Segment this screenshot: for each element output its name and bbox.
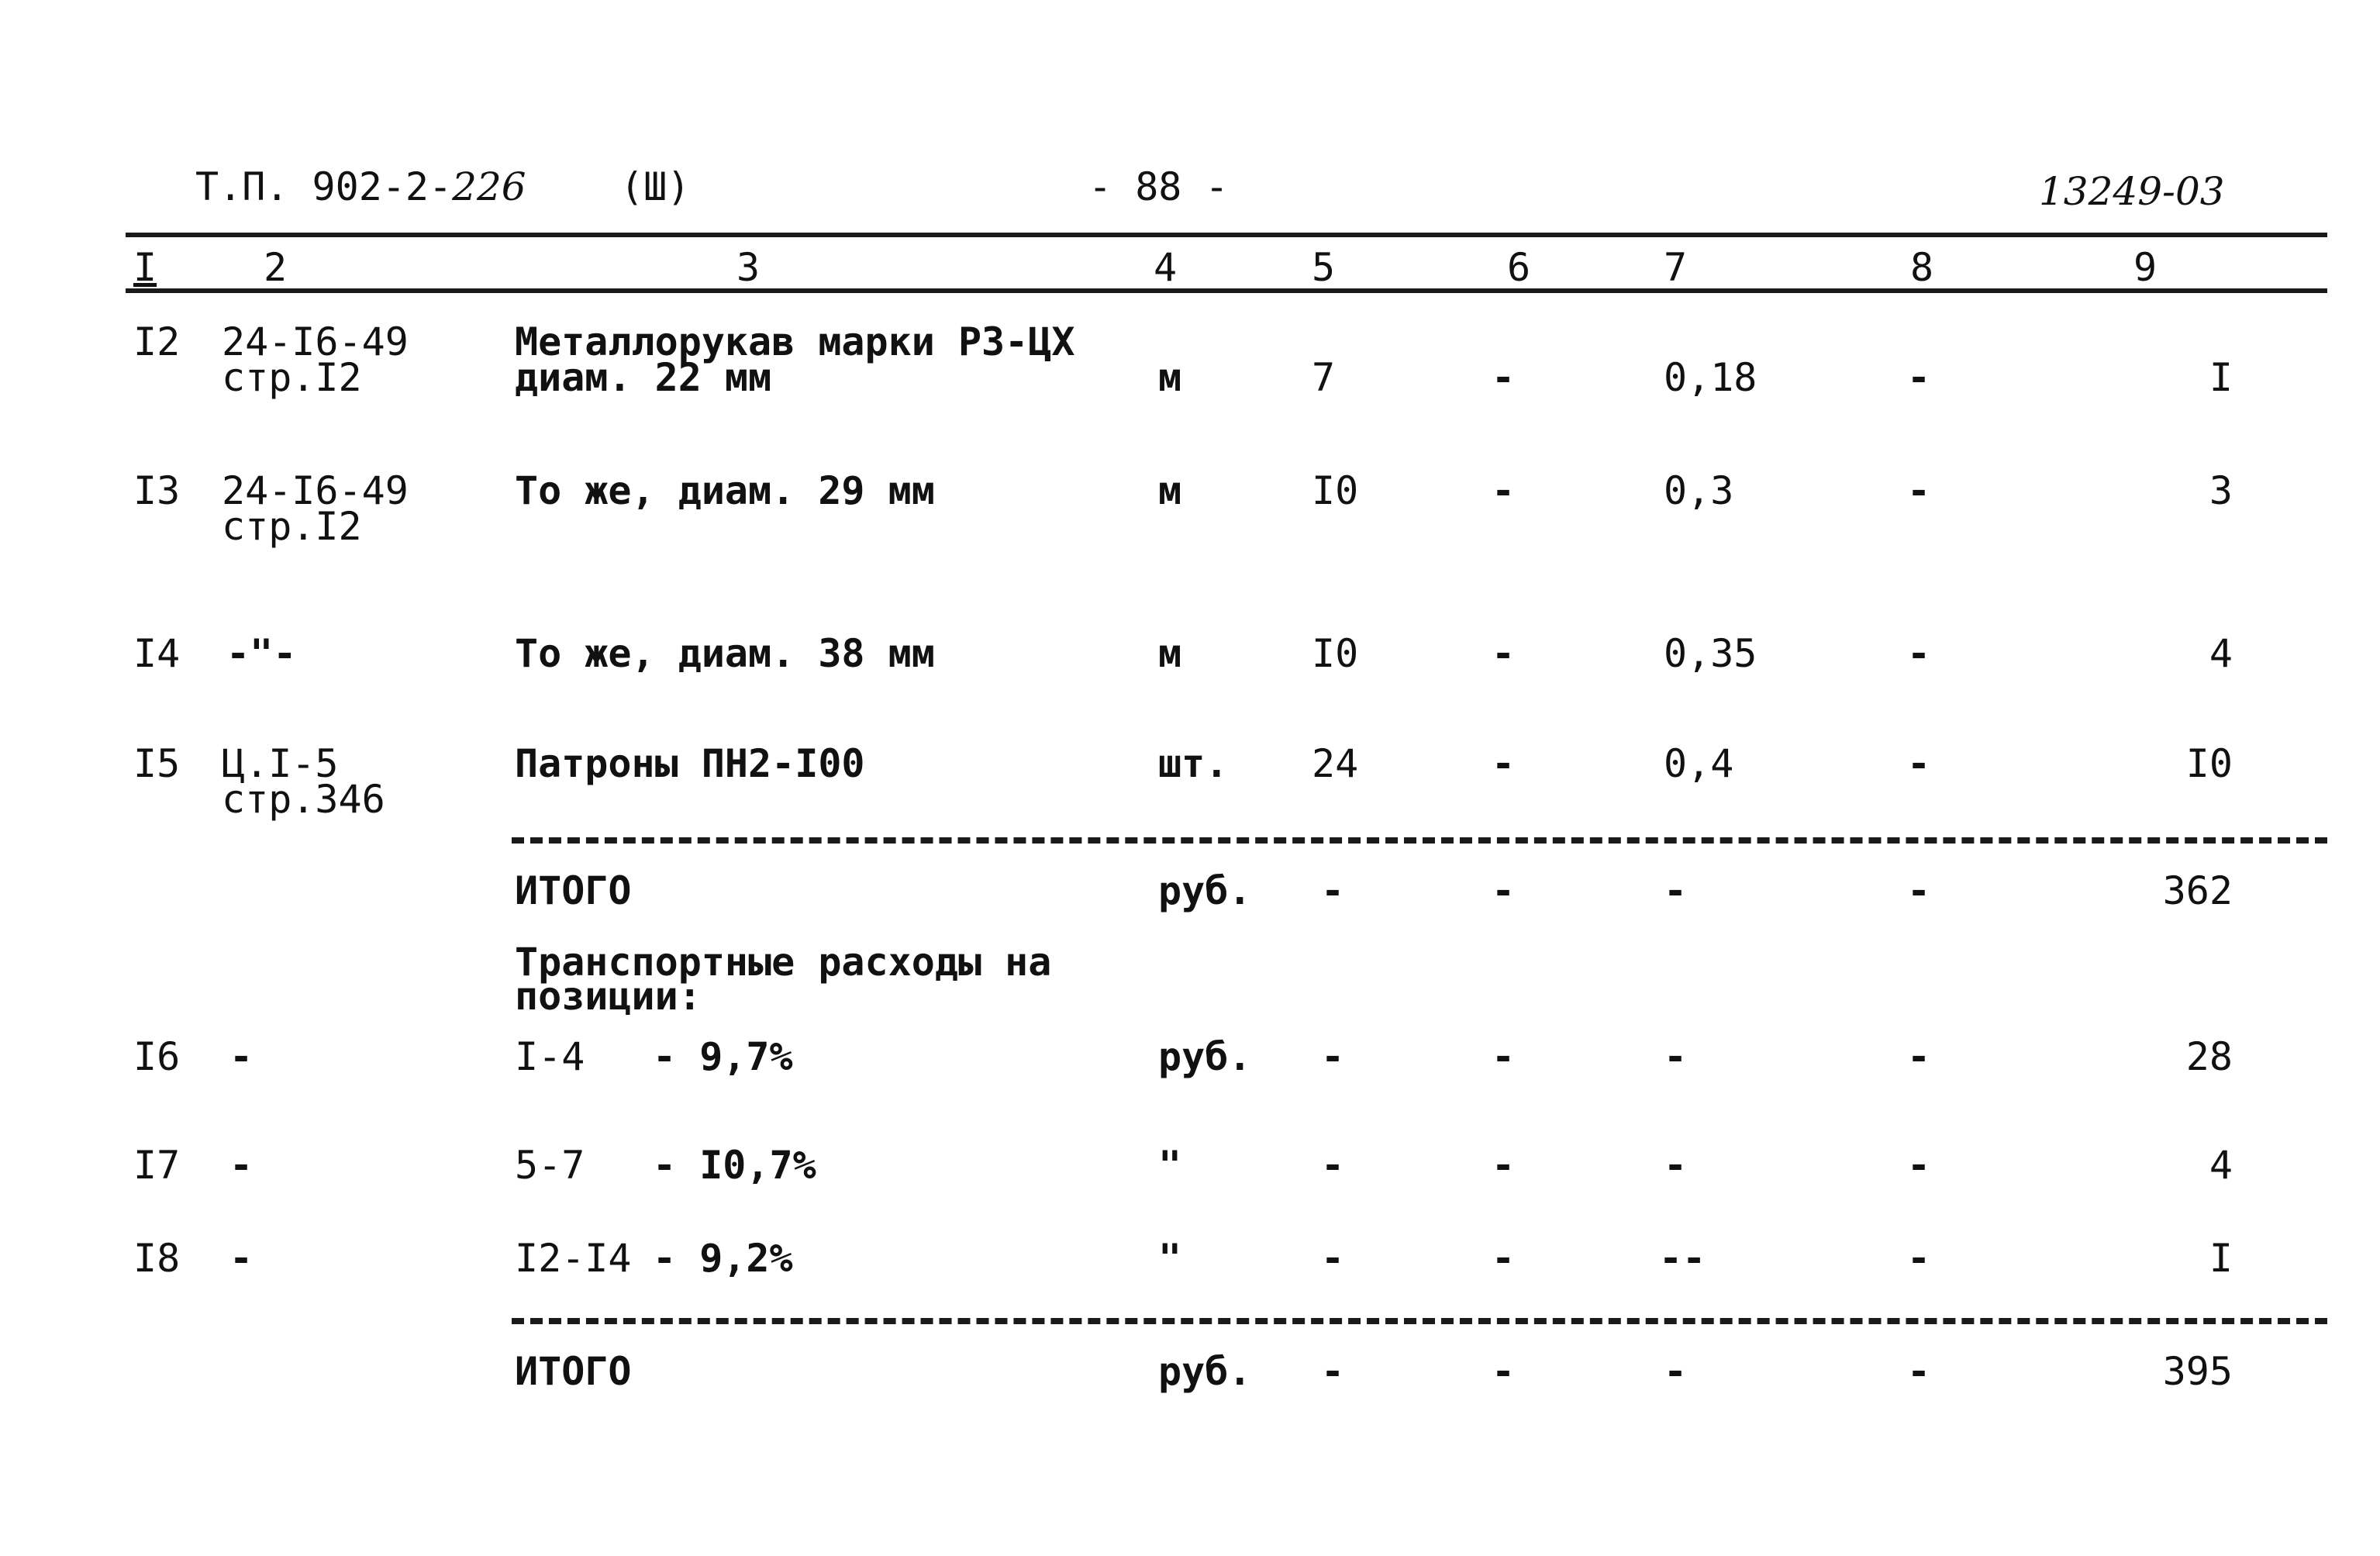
row-reference: -	[229, 1143, 254, 1188]
row-reference: -	[229, 1034, 254, 1079]
row-col5: I0	[1312, 468, 1359, 513]
subtotal-unit: руб.	[1158, 868, 1252, 913]
total-label: ИТОГО	[515, 1349, 632, 1394]
col-9-header: 9	[2133, 245, 2158, 290]
row-description: То же, диам. 29 мм	[515, 468, 935, 513]
row-reference-page: стр.I2	[222, 504, 362, 549]
variant-label: (Ш)	[620, 164, 691, 209]
row-col9: 28	[2185, 1034, 2233, 1079]
row-col6: -	[1492, 1034, 1516, 1079]
row-col6: -	[1492, 468, 1516, 513]
subtotal-label: ИТОГО	[515, 868, 632, 913]
subtotal-col5: -	[1321, 868, 1345, 913]
transport-heading-line2: позиции:	[515, 974, 702, 1019]
row-number: I6	[133, 1034, 181, 1079]
row-col9: I	[2209, 1236, 2233, 1281]
row-col5: -	[1321, 1034, 1345, 1079]
row-col8: -	[1907, 631, 1931, 676]
row-unit: м	[1158, 631, 1182, 676]
row-reference: -"-	[226, 631, 297, 676]
row-unit: "	[1158, 1143, 1182, 1188]
row-col8: -	[1907, 1034, 1931, 1079]
row-percent: - I0,7%	[653, 1143, 816, 1188]
row-reference-page: стр.I2	[222, 355, 362, 400]
subtotal-col9: 362	[2162, 868, 2233, 913]
row-unit: м	[1158, 468, 1182, 513]
row-col5: 24	[1312, 741, 1359, 786]
row-range: 5-7	[515, 1143, 585, 1188]
row-col9: I	[2209, 355, 2233, 400]
dashed-separator	[512, 837, 2327, 844]
row-col7: 0,3	[1664, 468, 1734, 513]
row-col5: 7	[1312, 355, 1336, 400]
col-2-header: 2	[264, 245, 288, 290]
row-col6: -	[1492, 631, 1516, 676]
col-1-header: I	[133, 245, 157, 290]
row-percent: - 9,7%	[653, 1034, 793, 1079]
row-number: I4	[133, 631, 181, 676]
row-col9: 4	[2209, 1143, 2233, 1188]
row-reference: 24-I6-49	[222, 319, 409, 364]
row-description: Патроны ПН2-I00	[515, 741, 865, 786]
row-col7: --	[1659, 1236, 1706, 1281]
col-3-header: 3	[736, 245, 761, 290]
subtotal-col6: -	[1492, 868, 1516, 913]
row-col6: -	[1492, 1143, 1516, 1188]
total-unit: руб.	[1158, 1349, 1252, 1394]
row-description-line2: диам. 22 мм	[515, 355, 772, 400]
header-rule-top	[126, 233, 2327, 237]
transport-heading: Транспортные расходы на	[515, 940, 1052, 985]
row-col8: -	[1907, 1236, 1931, 1281]
row-description: Металлорукав марки РЗ-ЦХ	[515, 319, 1075, 364]
col-4-header: 4	[1154, 245, 1178, 290]
row-col6: -	[1492, 1236, 1516, 1281]
col-8-header: 8	[1910, 245, 1934, 290]
row-col9: I0	[2185, 741, 2233, 786]
row-unit: шт.	[1158, 741, 1229, 786]
row-number: I3	[133, 468, 181, 513]
row-reference: -	[229, 1236, 254, 1281]
row-col8: -	[1907, 355, 1931, 400]
row-col8: -	[1907, 741, 1931, 786]
row-col5: -	[1321, 1236, 1345, 1281]
row-number: I2	[133, 319, 181, 364]
row-number: I8	[133, 1236, 181, 1281]
subtotal-col8: -	[1907, 868, 1931, 913]
row-col7: -	[1664, 1034, 1688, 1079]
row-col6: -	[1492, 741, 1516, 786]
header-rule-bottom	[126, 288, 2327, 293]
total-col8: -	[1907, 1349, 1931, 1394]
doc-code-typed: Т.П. 902-2-	[195, 164, 453, 209]
row-col5: I0	[1312, 631, 1359, 676]
row-range: I-4	[515, 1034, 585, 1079]
dashed-separator	[512, 1318, 2327, 1324]
total-col6: -	[1492, 1349, 1516, 1394]
row-range: I2-I4	[515, 1236, 632, 1281]
row-col7: 0,35	[1664, 631, 1757, 676]
row-unit: "	[1158, 1236, 1182, 1281]
row-percent: - 9,2%	[653, 1236, 793, 1281]
total-col7: -	[1664, 1349, 1688, 1394]
doc-code-handwritten: 226	[452, 164, 526, 209]
row-unit: м	[1158, 355, 1182, 400]
row-col8: -	[1907, 468, 1931, 513]
row-col7: -	[1664, 1143, 1688, 1188]
row-number: I5	[133, 741, 181, 786]
row-col8: -	[1907, 1143, 1931, 1188]
doc-code	[195, 164, 526, 209]
row-col6: -	[1492, 355, 1516, 400]
col-6-header: 6	[1507, 245, 1531, 290]
row-col5: -	[1321, 1143, 1345, 1188]
row-reference-page: стр.346	[222, 777, 385, 822]
col-7-header: 7	[1664, 245, 1688, 290]
row-col7: 0,4	[1664, 741, 1734, 786]
row-unit: руб.	[1158, 1034, 1252, 1079]
page-number: - 88 -	[1088, 164, 1229, 209]
total-col5: -	[1321, 1349, 1345, 1394]
row-reference: 24-I6-49	[222, 468, 409, 513]
row-number: I7	[133, 1143, 181, 1188]
col-5-header: 5	[1312, 245, 1336, 290]
subtotal-col7: -	[1664, 868, 1688, 913]
total-col9: 395	[2162, 1349, 2233, 1394]
row-reference: Ц.I-5	[222, 741, 339, 786]
row-col9: 3	[2209, 468, 2233, 513]
row-col7: 0,18	[1664, 355, 1757, 400]
row-col9: 4	[2209, 631, 2233, 676]
archive-number: 13249-03	[2039, 169, 2225, 214]
row-description: То же, диам. 38 мм	[515, 631, 935, 676]
